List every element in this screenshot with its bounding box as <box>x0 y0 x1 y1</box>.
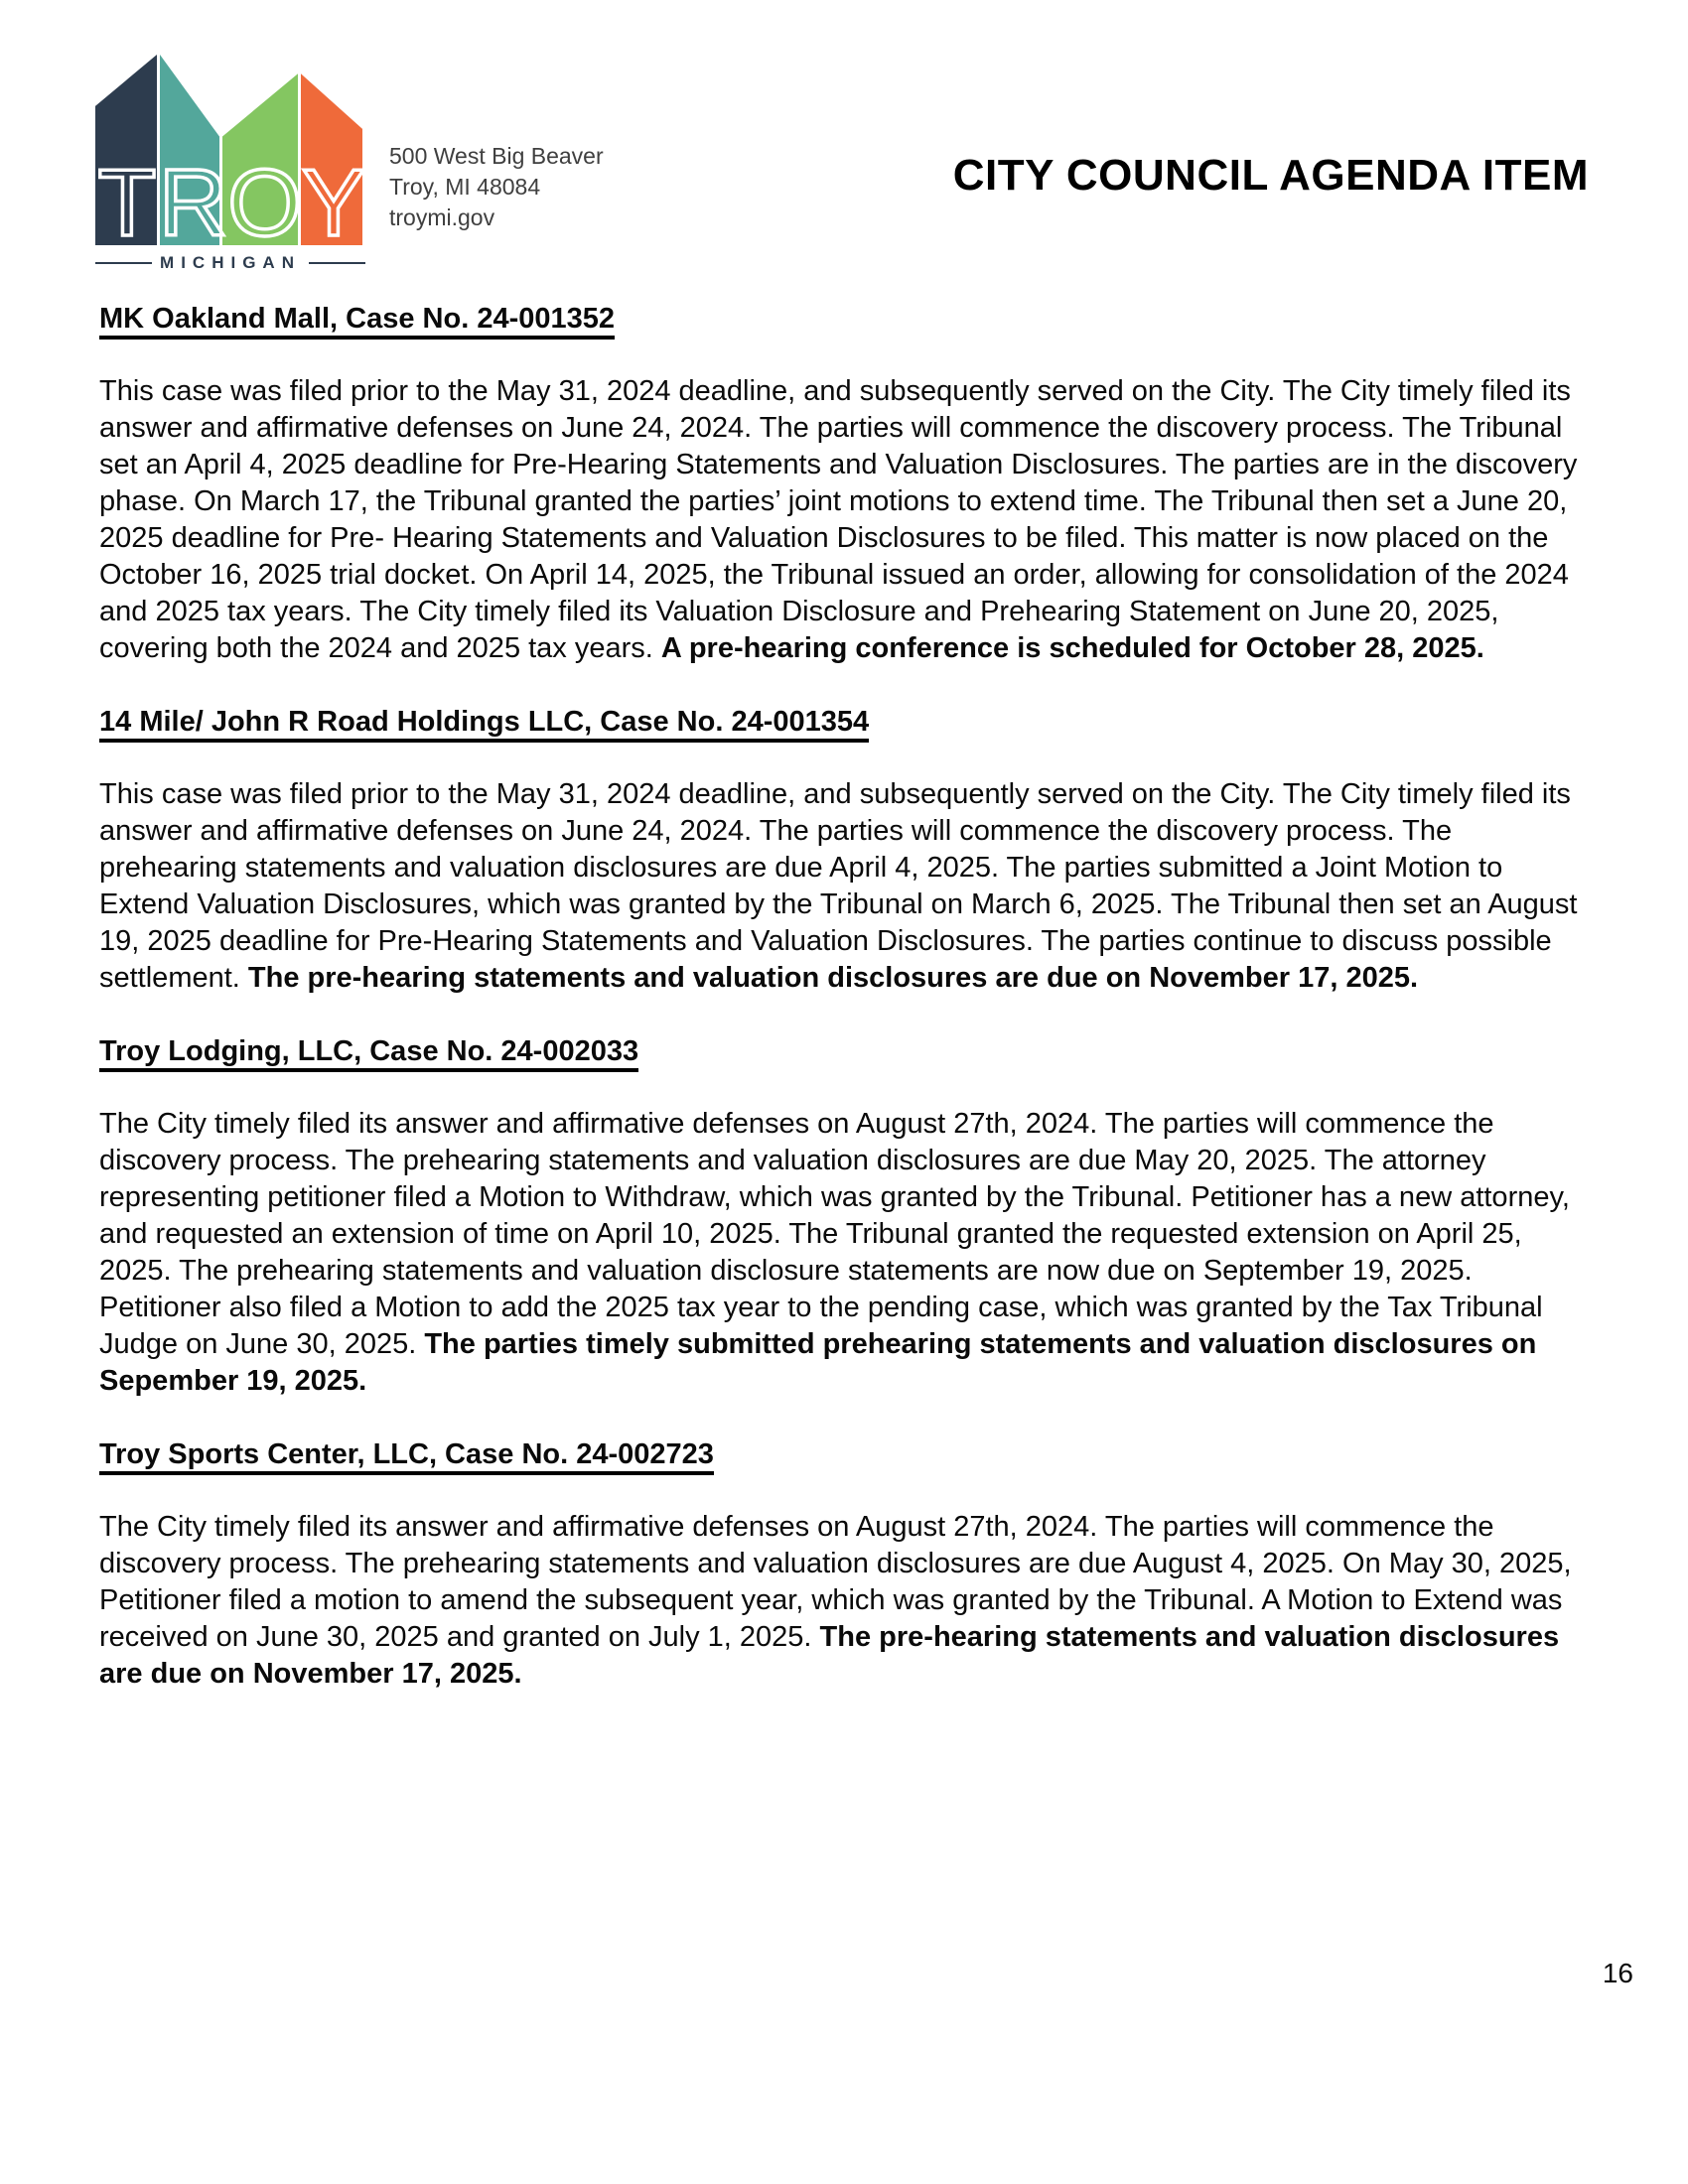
troy-logo <box>95 55 369 273</box>
case-bold-text: The parties timely submitted prehearing statements and valuation disclosures on Sepember 19, 2025. <box>99 1328 1537 1397</box>
logo-house-teal <box>160 55 219 245</box>
case-heading <box>99 1436 1589 1473</box>
case-heading <box>99 1033 1589 1070</box>
city-address <box>389 141 604 233</box>
case-heading <box>99 704 1589 741</box>
case-heading-text: 14 Mile/ John R Road Holdings LLC, Case No. 24-001354 <box>99 706 869 743</box>
case-heading <box>99 301 1589 338</box>
case-heading-text: MK Oakland Mall, Case No. 24-001352 <box>99 303 615 340</box>
case-heading-text: Troy Sports Center, LLC, Case No. 24-002723 <box>99 1438 714 1475</box>
case-paragraph <box>99 1106 1589 1400</box>
case-body-text: This case was filed prior to the May 31, 2024 deadline, and subsequently served on the City. The City timely filed its answer and affirmative defenses on June 24, 2024. The parties will commence the discovery process. The prehearing statements and valuation disclosures are due April 4, 2025. The parties submitted a Joint Motion to Extend Valuation Disclosures, which was granted by the Tribunal on March 6, 2025. The Tribunal then set an August 19, 2025 deadline for Pre-Hearing Statements and Valuation Disclosures. The parties continue to discuss possible settlement. <box>99 778 1578 994</box>
logo-house-green <box>222 55 298 245</box>
document-content <box>99 0 1589 1729</box>
michigan-label: MICHIGAN <box>160 253 301 272</box>
page-title: CITY COUNCIL AGENDA ITEM <box>952 151 1589 200</box>
case-body-text: The City timely filed its answer and affirmative defenses on August 27th, 2024. The parties will commence the discovery process. The prehearing statements and valuation disclosures are due May 20, 2025. The attorney representing petitioner filed a Motion to Withdraw, which was granted by the Tribunal. Petitioner has a new attorney, and requested an extension of time on April 10, 2025. The Tribunal granted the requested extension on April 25, 2025. The prehearing statements and valuation disclosure statements are now due on September 19, 2025. Petitioner also filed a Motion to add the 2025 tax year to the pending case, which was granted by the Tax Tribunal Judge on June 30, 2025. <box>99 1108 1570 1360</box>
case-paragraph <box>99 1509 1589 1693</box>
page-number: 16 <box>1602 1958 1633 1988</box>
address-line-1: 500 West Big Beaver <box>389 143 604 169</box>
case-bold-text: The pre-hearing statements and valuation disclosures are due on November 17, 2025. <box>247 962 1419 994</box>
case-section-mk-oakland-mall <box>99 301 1589 667</box>
case-section-troy-sports-center <box>99 1436 1589 1693</box>
document-header <box>99 0 1589 273</box>
case-heading-text: Troy Lodging, LLC, Case No. 24-002033 <box>99 1035 638 1072</box>
case-section-troy-lodging <box>99 1033 1589 1400</box>
michigan-divider-left <box>95 262 152 264</box>
case-body-text: The City timely filed its answer and affirmative defenses on August 27th, 2024. The parties will commence the discovery process. The prehearing statements and valuation disclosures are due August 4, 2025. On May 30, 2025, Petitioner filed a motion to amend the subsequent year, which was granted by the Tribunal. A Motion to Extend was received on June 30, 2025 and granted on July 1, 2025. <box>99 1511 1572 1653</box>
logo-house-navy <box>95 55 157 245</box>
case-paragraph <box>99 776 1589 997</box>
case-paragraph <box>99 373 1589 667</box>
logo-house-orange <box>301 55 362 245</box>
case-section-14-mile-john-r <box>99 704 1589 997</box>
michigan-divider-right <box>309 262 365 264</box>
troy-logo-houses <box>95 55 365 245</box>
address-line-3: troymi.gov <box>389 205 495 230</box>
address-line-2: Troy, MI 48084 <box>389 174 541 200</box>
case-bold-text: The pre-hearing statements and valuation disclosures are due on November 17, 2025. <box>99 1621 1560 1690</box>
michigan-banner <box>95 253 365 273</box>
case-body-text: This case was filed prior to the May 31, 2024 deadline, and subsequently served on the City. The City timely filed its answer and affirmative defenses on June 24, 2024. The parties will commence the discovery process. The Tribunal set an April 4, 2025 deadline for Pre-Hearing Statements and Valuation Disclosures. The parties are in the discovery phase. On March 17, the Tribunal granted the parties’ joint motions to extend time. The Tribunal then set a June 20, 2025 deadline for Pre- Hearing Statements and Valuation Disclosures to be filed. This matter is now placed on the October 16, 2025 trial docket. On April 14, 2025, the Tribunal issued an order, allowing for consolidation of the 2024 and 2025 tax years. The City timely filed its Valuation Disclosure and Prehearing Statement on June 20, 2025, covering both the 2024 and 2025 tax years. <box>99 375 1578 664</box>
case-bold-text: A pre-hearing conference is scheduled for October 28, 2025. <box>660 632 1484 664</box>
